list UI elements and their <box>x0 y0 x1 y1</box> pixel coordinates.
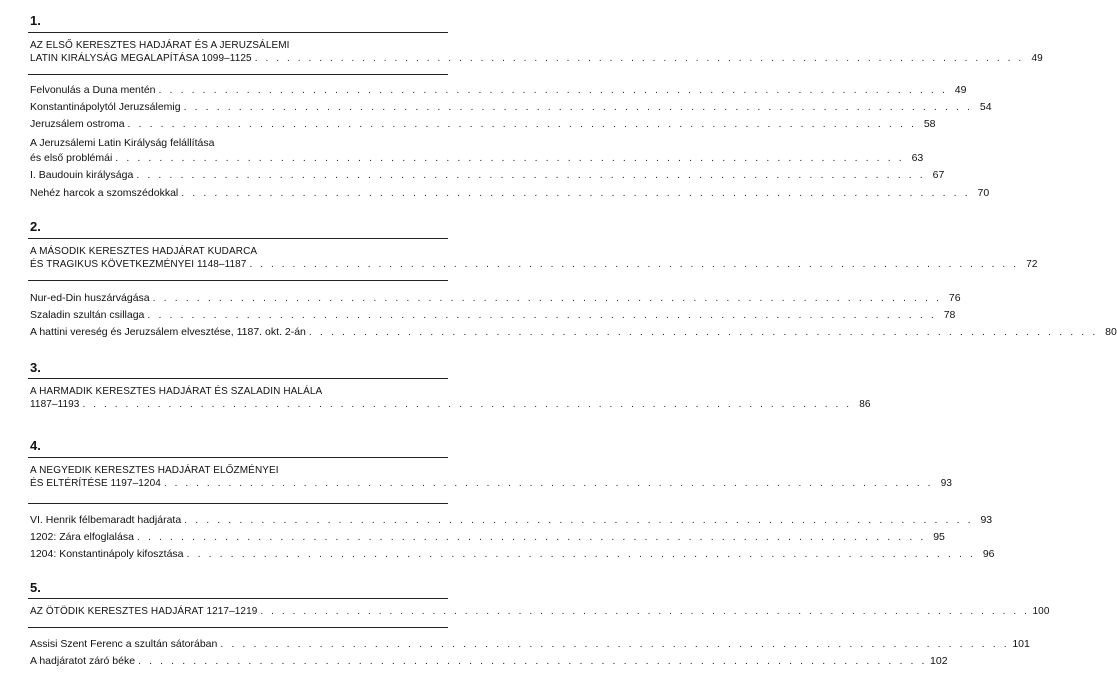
chapter-title-line: A MÁSODIK KERESZTES HADJÁRAT KUDARCA <box>30 246 258 257</box>
toc-entry: Felvonulás a Duna mentén . . . . . . . . . . . . . . . . . . . . . . . . . . . . . . . . . . . . . . . . . . . . . . . . . . . . . . . . . . . . . . . . . . . . . . . . 49 <box>30 84 967 96</box>
chapter-rule <box>28 457 448 458</box>
dot-leader: . . . . . . . . . . . . . . . . . . . . . . . . . . . . . . . . . . . . . . . . . . . . . . . . . . . . . . . . . . . . . . . . . . . . . . . . <box>220 638 1010 650</box>
dot-leader: . . . . . . . . . . . . . . . . . . . . . . . . . . . . . . . . . . . . . . . . . . . . . . . . . . . . . . . . . . . . . . . . . . . . . . . . <box>127 118 917 130</box>
chapter-title-line: AZ ÖTÖDIK KERESZTES HADJÁRAT 1217–1219 <box>30 606 258 617</box>
chapter-title-line: LATIN KIRÁLYSÁG MEGALAPÍTÁSA 1099–1125 <box>30 53 252 64</box>
toc-entry: A hadjáratot záró béke . . . . . . . . . . . . . . . . . . . . . . . . . . . . . . . . . . . . . . . . . . . . . . . . . . . . . . . . . . . . . . . . . . . . . . . . 102 <box>30 655 948 667</box>
chapter-number: 5. <box>30 580 41 595</box>
dot-leader: . . . . . . . . . . . . . . . . . . . . . . . . . . . . . . . . . . . . . . . . . . . . . . . . . . . . . . . . . . . . . . . . . . . . . . . . <box>260 606 1030 617</box>
page-number: 96 <box>982 548 995 560</box>
dot-leader: . . . . . . . . . . . . . . . . . . . . . . . . . . . . . . . . . . . . . . . . . . . . . . . . . . . . . . . . . . . . . . . . . . . . . . . . <box>138 655 928 667</box>
page-number: 70 <box>977 187 990 199</box>
chapter-rule <box>28 627 448 628</box>
chapter-title <box>30 605 1050 618</box>
toc-entry: Konstantinápolytól Jeruzsálemig . . . . . . . . . . . . . . . . . . . . . . . . . . . . . . . . . . . . . . . . . . . . . . . . . . . . . . . . . . . . . . . . . . . . . . . . 54 <box>30 101 992 113</box>
dot-leader: . . . . . . . . . . . . . . . . . . . . . . . . . . . . . . . . . . . . . . . . . . . . . . . . . . . . . . . . . . . . . . . . . . . . . . . . <box>163 478 934 489</box>
chapter-rule <box>28 598 448 599</box>
page-number: 49 <box>1031 53 1043 64</box>
toc-entry: VI. Henrik félbemaradt hadjárata . . . . . . . . . . . . . . . . . . . . . . . . . . . . . . . . . . . . . . . . . . . . . . . . . . . . . . . . . . . . . . . . . . . . . . . . 93 <box>30 514 993 526</box>
page-number: 58 <box>923 118 936 130</box>
chapter-rule <box>28 503 448 504</box>
chapter-rule <box>28 378 448 379</box>
toc-entry: Jeruzsálem ostroma . . . . . . . . . . . . . . . . . . . . . . . . . . . . . . . . . . . . . . . . . . . . . . . . . . . . . . . . . . . . . . . . . . . . . . . . 58 <box>30 118 936 130</box>
dot-leader: . . . . . . . . . . . . . . . . . . . . . . . . . . . . . . . . . . . . . . . . . . . . . . . . . . . . . . . . . . . . . . . . . . . . . . . . <box>186 548 976 560</box>
chapter-rule <box>28 32 448 33</box>
page-number: 72 <box>1026 259 1038 270</box>
chapter-title <box>30 385 871 411</box>
toc-entry: Nur-ed-Din huszárvágása . . . . . . . . . . . . . . . . . . . . . . . . . . . . . . . . . . . . . . . . . . . . . . . . . . . . . . . . . . . . . . . . . . . . . . . . 76 <box>30 292 961 304</box>
dot-leader: . . . . . . . . . . . . . . . . . . . . . . . . . . . . . . . . . . . . . . . . . . . . . . . . . . . . . . . . . . . . . . . . . . . . . . . . <box>82 399 852 410</box>
dot-leader: . . . . . . . . . . . . . . . . . . . . . . . . . . . . . . . . . . . . . . . . . . . . . . . . . . . . . . . . . . . . . . . . . . . . . . . . <box>184 514 974 526</box>
page-number: 76 <box>948 292 961 304</box>
dot-leader: . . . . . . . . . . . . . . . . . . . . . . . . . . . . . . . . . . . . . . . . . . . . . . . . . . . . . . . . . . . . . . . . . . . . . . . . <box>158 84 948 96</box>
chapter-number: 3. <box>30 360 41 375</box>
dot-leader: . . . . . . . . . . . . . . . . . . . . . . . . . . . . . . . . . . . . . . . . . . . . . . . . . . . . . . . . . . . . . . . . . . . . . . . . <box>147 309 937 321</box>
dot-leader: . . . . . . . . . . . . . . . . . . . . . . . . . . . . . . . . . . . . . . . . . . . . . . . . . . . . . . . . . . . . . . . . . . . . . . . . <box>183 101 973 113</box>
chapter-rule <box>28 238 448 239</box>
page-number: 63 <box>911 152 924 164</box>
chapter-number: 2. <box>30 219 41 234</box>
chapter-title <box>30 39 1043 65</box>
chapter-rule <box>28 280 448 281</box>
page-number: 67 <box>932 169 945 181</box>
dot-leader: . . . . . . . . . . . . . . . . . . . . . . . . . . . . . . . . . . . . . . . . . . . . . . . . . . . . . . . . . . . . . . . . . . . . . . . . <box>308 326 1098 338</box>
page-number: 93 <box>940 478 953 489</box>
toc-entry: 1204: Konstantinápoly kifosztása . . . . . . . . . . . . . . . . . . . . . . . . . . . . . . . . . . . . . . . . . . . . . . . . . . . . . . . . . . . . . . . . . . . . . . . . 96 <box>30 548 995 560</box>
chapter-title-line: A NEGYEDIK KERESZTES HADJÁRAT ELŐZMÉNYEI <box>30 465 279 476</box>
chapter-title-line: ÉS ELTÉRÍTÉSE 1197–1204 <box>30 478 161 489</box>
chapter-title <box>30 245 1038 271</box>
page-number: 95 <box>933 531 945 543</box>
toc-entry: Szaladin szultán csillaga . . . . . . . . . . . . . . . . . . . . . . . . . . . . . . . . . . . . . . . . . . . . . . . . . . . . . . . . . . . . . . . . . . . . . . . . 78 <box>30 309 956 321</box>
chapter-title-line: A HARMADIK KERESZTES HADJÁRAT ÉS SZALADIN HALÁLA <box>30 386 323 397</box>
page-number: 102 <box>930 655 948 667</box>
page-number: 86 <box>859 399 871 410</box>
page-number: 101 <box>1012 638 1030 650</box>
page-number: 78 <box>943 309 956 321</box>
toc-entry: Nehéz harcok a szomszédokkal . . . . . . . . . . . . . . . . . . . . . . . . . . . . . . . . . . . . . . . . . . . . . . . . . . . . . . . . . . . . . . . . . . . . . . . . 70 <box>30 187 990 199</box>
chapter-rule <box>28 74 448 75</box>
dot-leader: . . . . . . . . . . . . . . . . . . . . . . . . . . . . . . . . . . . . . . . . . . . . . . . . . . . . . . . . . . . . . . . . . . . . . . . . <box>136 531 926 543</box>
toc-entry: A hattini vereség és Jeruzsálem elvesztése, 1187. okt. 2-án . . . . . . . . . . . . . . . . . . . . . . . . . . . . . . . . . . . . . . . . . . . . . . . . . . . . . . . . . . . . . . . . . . . . . . . . 80 <box>30 326 1117 338</box>
chapter-title-line: ÉS TRAGIKUS KÖVETKEZMÉNYEI 1148–1187 <box>30 259 247 270</box>
chapter-title-line: 1187–1193 <box>30 399 80 410</box>
toc-entry: A Jeruzsálemi Latin Királyság felállítása és első problémái . . . . . . . . . . . . . . . . . . . . . . . . . . . . . . . . . . . . . . . . . . . . . . . . . . . . . . . . . . . . . . . . . . . . . . . . 63 <box>30 137 924 164</box>
page-number: 100 <box>1032 606 1050 617</box>
toc-entry: Assisi Szent Ferenc a szultán sátorában . . . . . . . . . . . . . . . . . . . . . . . . . . . . . . . . . . . . . . . . . . . . . . . . . . . . . . . . . . . . . . . . . . . . . . . . 101 <box>30 638 1030 650</box>
toc-entry: 1202: Zára elfoglalása . . . . . . . . . . . . . . . . . . . . . . . . . . . . . . . . . . . . . . . . . . . . . . . . . . . . . . . . . . . . . . . . . . . . . . . . 95 <box>30 531 945 543</box>
chapter-title-line: AZ ELSŐ KERESZTES HADJÁRAT ÉS A JERUZSÁLEMI <box>30 40 290 51</box>
dot-leader: . . . . . . . . . . . . . . . . . . . . . . . . . . . . . . . . . . . . . . . . . . . . . . . . . . . . . . . . . . . . . . . . . . . . . . . . <box>249 259 1019 270</box>
page-number: 49 <box>954 84 967 96</box>
dot-leader: . . . . . . . . . . . . . . . . . . . . . . . . . . . . . . . . . . . . . . . . . . . . . . . . . . . . . . . . . . . . . . . . . . . . . . . . <box>254 53 1024 64</box>
page-number: 54 <box>979 101 992 113</box>
toc-entry: I. Baudouin királysága . . . . . . . . . . . . . . . . . . . . . . . . . . . . . . . . . . . . . . . . . . . . . . . . . . . . . . . . . . . . . . . . . . . . . . . . 67 <box>30 169 945 181</box>
chapter-number: 1. <box>30 13 41 28</box>
dot-leader: . . . . . . . . . . . . . . . . . . . . . . . . . . . . . . . . . . . . . . . . . . . . . . . . . . . . . . . . . . . . . . . . . . . . . . . . <box>136 169 926 181</box>
dot-leader: . . . . . . . . . . . . . . . . . . . . . . . . . . . . . . . . . . . . . . . . . . . . . . . . . . . . . . . . . . . . . . . . . . . . . . . . <box>152 292 942 304</box>
chapter-title <box>30 464 953 490</box>
dot-leader: . . . . . . . . . . . . . . . . . . . . . . . . . . . . . . . . . . . . . . . . . . . . . . . . . . . . . . . . . . . . . . . . . . . . . . . . <box>181 187 971 199</box>
page-number: 80 <box>1105 326 1117 338</box>
page-number: 93 <box>980 514 993 526</box>
chapter-number: 4. <box>30 438 41 453</box>
dot-leader: . . . . . . . . . . . . . . . . . . . . . . . . . . . . . . . . . . . . . . . . . . . . . . . . . . . . . . . . . . . . . . . . . . . . . . . . <box>115 152 905 164</box>
